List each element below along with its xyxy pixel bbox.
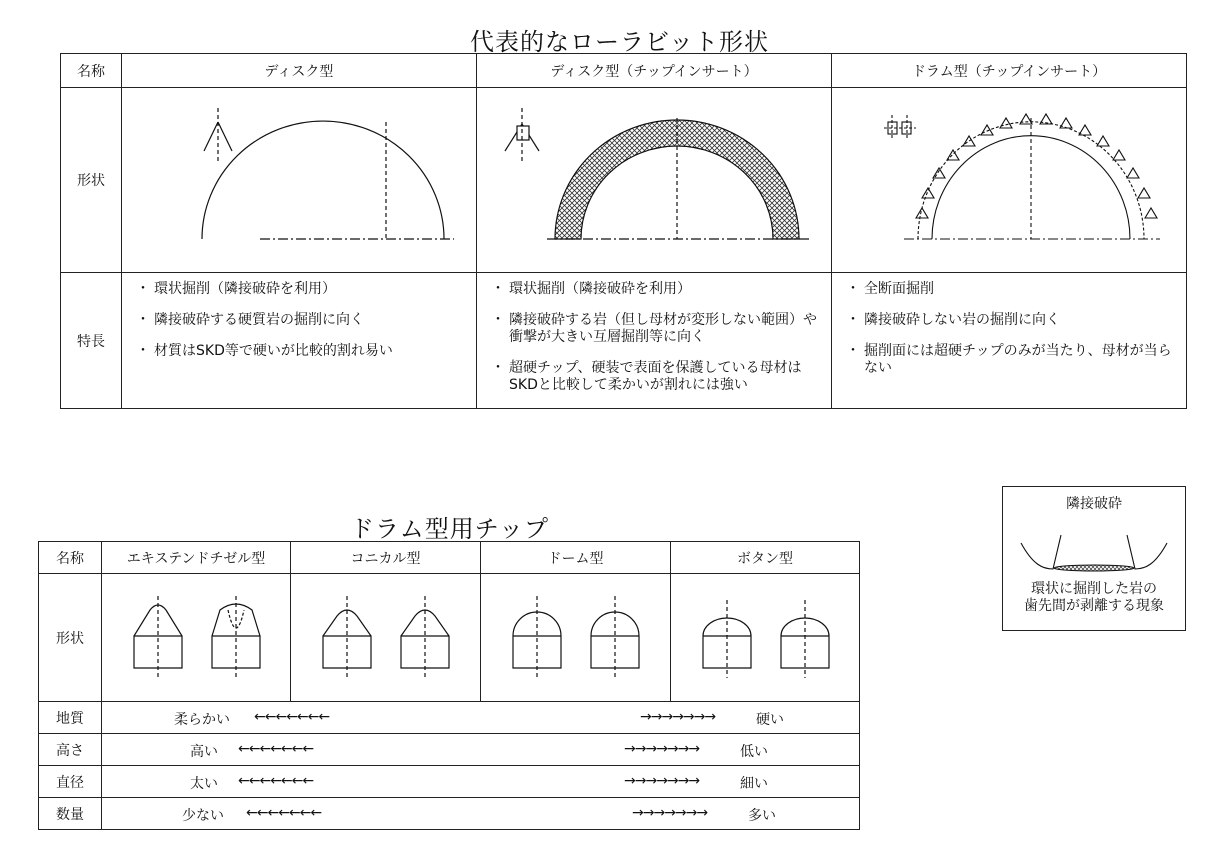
right-arrows: →→→→→→→ xyxy=(624,741,700,757)
feature-item: ・ 掘削面には超硬チップのみが当たり、母材が当らない xyxy=(852,343,1180,377)
disk-chip-features xyxy=(477,273,832,409)
left-text: 少ない xyxy=(182,808,224,824)
left-text: 太い xyxy=(190,776,218,792)
side-box-caption-2: 歯先間が剥離する現象 xyxy=(1024,598,1164,614)
row-feature-label: 特長 xyxy=(61,273,122,409)
button-figure-cell xyxy=(671,574,860,702)
disk-arc xyxy=(202,121,444,239)
drum-chip-features xyxy=(832,273,1187,409)
disk-figure-cell xyxy=(122,88,477,273)
row-diameter xyxy=(102,766,860,798)
dome-figure xyxy=(481,574,670,701)
right-arrows: →→→→→→→ xyxy=(640,709,716,725)
header-disk-chip: ディスク型（チップインサート） xyxy=(477,54,832,88)
right-text: 低い xyxy=(740,744,768,760)
row-quantity xyxy=(102,798,860,830)
feature-item: ・ 超硬チップ、硬装で表面を保護している母材はSKDと比較して柔かいが割れには強い xyxy=(497,360,825,394)
feature-item: ・ 環状掘削（隣接破砕を利用） xyxy=(142,281,470,298)
button-figure xyxy=(671,574,859,701)
conical-figure-cell xyxy=(291,574,481,702)
page-title: 代表的なローラビット形状 xyxy=(470,28,770,56)
chisel-figure xyxy=(102,574,290,701)
section-title: ドラム型用チップ xyxy=(350,515,550,543)
header-name: 名称 xyxy=(61,54,122,88)
feature-item: ・ 材質はSKD等で硬いが比較的割れ易い xyxy=(142,343,470,360)
right-text: 多い xyxy=(748,808,776,824)
feature-item: ・ 全断面掘削 xyxy=(852,281,1180,298)
drum-chips xyxy=(916,114,1157,218)
left-arrows: ←←←←←←← xyxy=(254,709,330,725)
adjacent-fracture-box xyxy=(1002,486,1186,631)
conical-figure xyxy=(291,574,480,701)
feature-item: ・ 隣接破砕する岩（但し母材が変形しない範囲）や衝撃が大きい互層掘削等に向く xyxy=(497,312,825,346)
header-button: ボタン型 xyxy=(671,542,860,574)
drum-chip-table xyxy=(38,541,860,830)
row-shape-label: 形状 xyxy=(61,88,122,273)
feature-item: ・ 環状掘削（隣接破砕を利用） xyxy=(497,281,825,298)
feature-item: ・ 隣接破砕する硬質岩の掘削に向く xyxy=(142,312,470,329)
row-geology xyxy=(102,702,860,734)
dome-figure-cell xyxy=(481,574,671,702)
left-arrows: ←←←←←←← xyxy=(246,805,322,821)
drum-chip-figure-cell xyxy=(832,88,1187,273)
right-text: 細い xyxy=(740,776,768,792)
disk-chip-ring xyxy=(555,120,799,239)
feature-item: ・ 隣接破砕しない岩の掘削に向く xyxy=(852,312,1180,329)
left-arrows: ←←←←←←← xyxy=(238,741,314,757)
row-label-height: 高さ xyxy=(39,734,102,766)
spalled-rock xyxy=(1054,565,1134,571)
side-box-title: 隣接破砕 xyxy=(1066,496,1122,512)
disk-figure xyxy=(122,88,476,272)
left-text: 柔らかい xyxy=(174,712,230,728)
right-arrows: →→→→→→→ xyxy=(632,805,708,821)
right-tooth xyxy=(1127,535,1167,569)
header-name: 名称 xyxy=(39,542,102,574)
left-text: 高い xyxy=(190,744,218,760)
header-drum-chip: ドラム型（チップインサート） xyxy=(832,54,1187,88)
roller-bit-table xyxy=(60,53,1187,409)
side-box-caption-1: 環状に掘削した岩の xyxy=(1031,581,1157,597)
row-label-geology: 地質 xyxy=(39,702,102,734)
header-dome: ドーム型 xyxy=(481,542,671,574)
row-height xyxy=(102,734,860,766)
row-label-diameter: 直径 xyxy=(39,766,102,798)
left-tooth xyxy=(1021,535,1061,569)
chip-insert xyxy=(517,126,529,140)
adjacent-fracture-figure xyxy=(1003,513,1185,581)
header-disk: ディスク型 xyxy=(122,54,477,88)
left-arrows: ←←←←←←← xyxy=(238,773,314,789)
header-chisel: エキステンドチゼル型 xyxy=(102,542,291,574)
right-arrows: →→→→→→→ xyxy=(624,773,700,789)
right-text: 硬い xyxy=(756,712,784,728)
disk-features xyxy=(122,273,477,409)
disk-chip-figure xyxy=(477,88,831,272)
row-label-quantity: 数量 xyxy=(39,798,102,830)
row-shape-label: 形状 xyxy=(39,574,102,702)
drum-chip-figure xyxy=(832,88,1186,272)
disk-chip-figure-cell xyxy=(477,88,832,273)
chisel-figure-cell xyxy=(102,574,291,702)
header-conical: コニカル型 xyxy=(291,542,481,574)
